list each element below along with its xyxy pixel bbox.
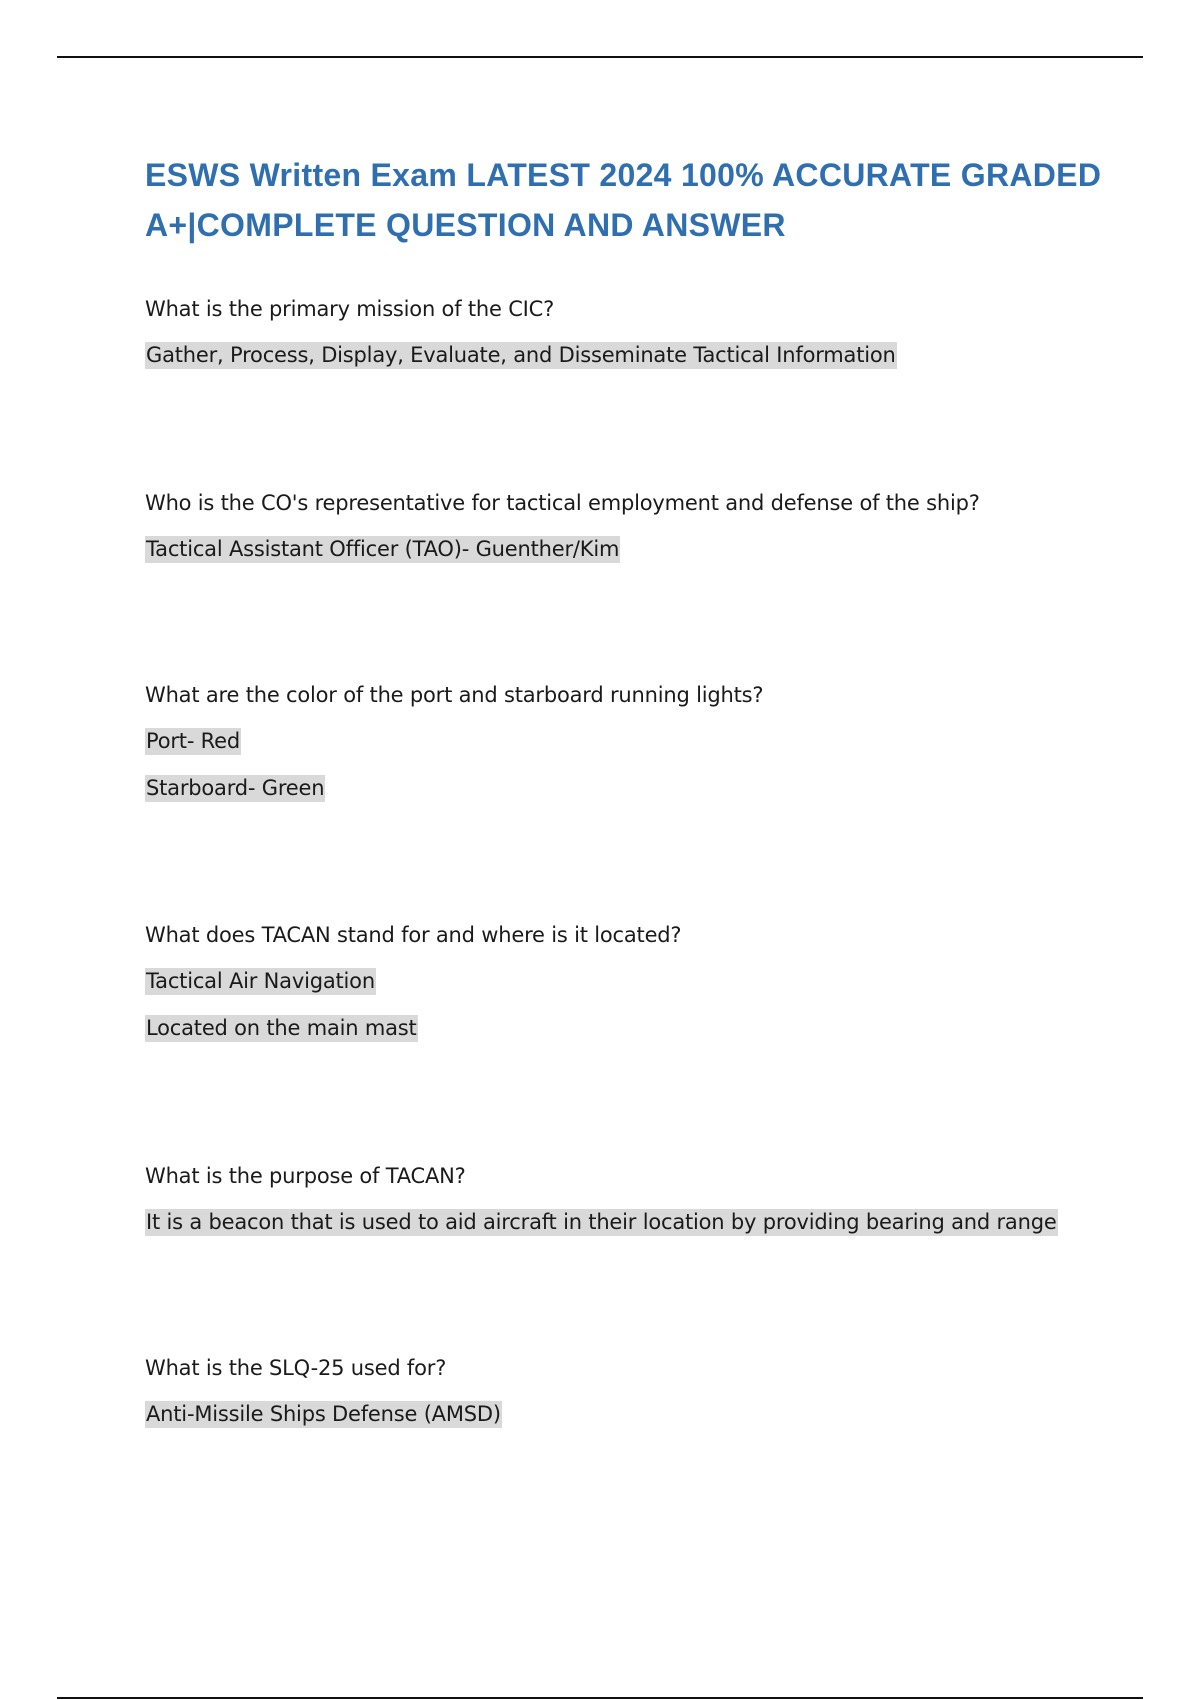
qa-item <box>145 1355 1145 1427</box>
qa-item <box>145 682 1145 801</box>
answer-text: It is a beacon that is used to aid aircraft in their location by providing bearing and range <box>146 1210 1057 1234</box>
question-text: What is the purpose of TACAN? <box>145 1164 466 1188</box>
qa-item <box>145 1163 1145 1235</box>
document-title: ESWS Written Exam LATEST 2024 100% ACCURATE GRADED A+|COMPLETE QUESTION AND ANSWER <box>145 157 1102 243</box>
qa-item <box>145 490 1145 562</box>
footer-rule <box>57 1697 1143 1699</box>
answer-text: Tactical Air Navigation <box>146 969 375 993</box>
answer-text: Port- Red <box>146 729 240 753</box>
answer-text: Located on the main mast <box>146 1016 417 1040</box>
answer-text: Tactical Assistant Officer (TAO)- Guenther/Kim <box>146 537 620 561</box>
answer-text: Starboard- Green <box>146 776 325 800</box>
question-text: What is the SLQ-25 used for? <box>145 1356 447 1380</box>
question-text: What does TACAN stand for and where is it located? <box>145 923 682 947</box>
answer-text: Anti-Missile Ships Defense (AMSD) <box>146 1402 501 1426</box>
question-text: What are the color of the port and starboard running lights? <box>145 683 764 707</box>
answer-text: Gather, Process, Display, Evaluate, and Disseminate Tactical Information <box>146 343 896 367</box>
header-rule <box>57 56 1143 58</box>
qa-item <box>145 922 1145 1041</box>
question-text: Who is the CO's representative for tactical employment and defense of the ship? <box>145 491 980 515</box>
qa-item <box>145 296 1145 368</box>
question-text: What is the primary mission of the CIC? <box>145 297 555 321</box>
